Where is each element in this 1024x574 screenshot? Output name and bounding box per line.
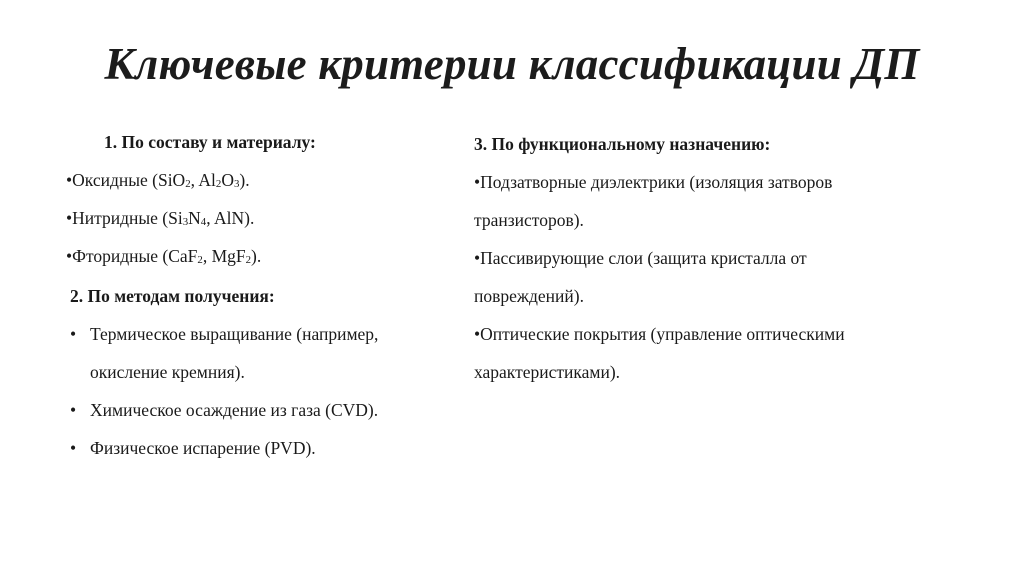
section-3-heading: 3. По функциональному назначению: xyxy=(474,134,771,154)
bullet: • xyxy=(70,324,77,344)
bullet: • xyxy=(70,438,77,458)
slide-title: Ключевые критерии классификации ДП xyxy=(104,39,920,89)
section-2-heading: 2. По методам получения: xyxy=(70,286,275,306)
nitride-prefix: •Нитридные (Si xyxy=(66,208,183,228)
oxide-mid: , Al xyxy=(190,170,216,190)
fluoride-sub-1: 2 xyxy=(197,254,203,267)
function-item-1-line-2: транзисторов). xyxy=(474,210,584,230)
nitride-sub-1: 3 xyxy=(182,216,189,229)
oxide-suffix: ). xyxy=(239,170,250,190)
fluoride-prefix: •Фторидные (CaF xyxy=(66,246,198,266)
function-item-2-line-2: повреждений). xyxy=(474,286,584,306)
bullet: • xyxy=(70,400,77,420)
oxide-sub-3: 3 xyxy=(233,178,240,191)
fluoride-item xyxy=(66,246,261,266)
method-1-line-1: Термическое выращивание (например, xyxy=(90,324,379,344)
nitride-sub-2: 4 xyxy=(200,216,207,229)
oxide-sub-2: 2 xyxy=(215,178,222,191)
fluoride-suffix: ). xyxy=(251,246,262,266)
function-item-3-line-2: характеристиками). xyxy=(474,362,621,382)
nitride-suffix: , AlN). xyxy=(206,208,255,228)
oxide-sub-1: 2 xyxy=(185,178,191,191)
oxide-mid-2: O xyxy=(221,170,234,190)
method-1-line-2: окисление кремния). xyxy=(90,362,245,382)
function-item-2-line-1: •Пассивирующие слои (защита кристалла от xyxy=(474,248,807,268)
nitride-item xyxy=(66,208,254,228)
section-1-heading: 1. По составу и материалу: xyxy=(104,132,316,152)
oxide-prefix: •Оксидные (SiO xyxy=(66,170,186,190)
nitride-mid: N xyxy=(188,208,201,228)
fluoride-mid: , MgF xyxy=(202,246,246,266)
fluoride-sub-2: 2 xyxy=(245,254,252,267)
function-item-1-line-1: •Подзатворные диэлектрики (изоляция затворов xyxy=(474,172,833,192)
method-2-text: Химическое осаждение из газа (CVD). xyxy=(90,400,379,420)
method-3-text: Физическое испарение (PVD). xyxy=(90,438,316,458)
oxide-item xyxy=(66,170,250,190)
function-item-3-line-1: •Оптические покрытия (управление оптическими xyxy=(474,324,845,344)
